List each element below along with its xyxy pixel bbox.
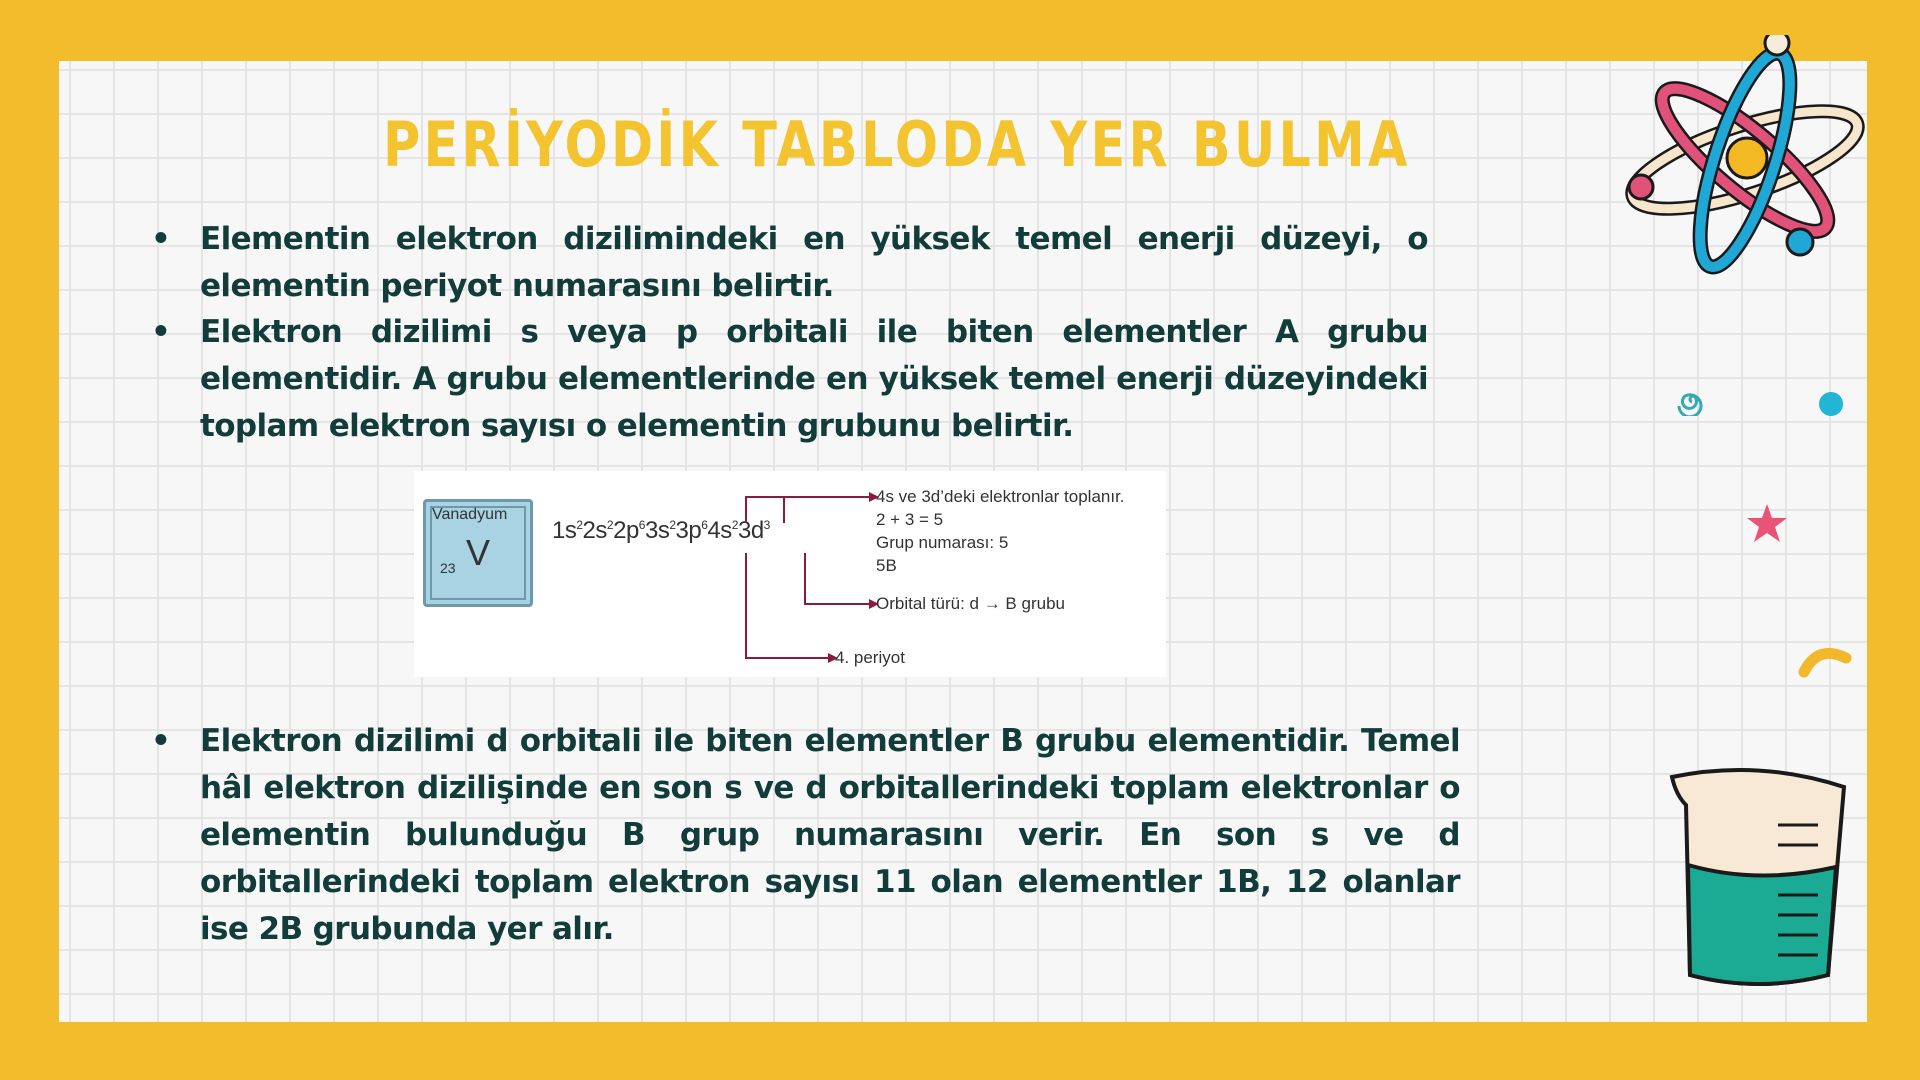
bullet-text: Elektron dizilimi s veya p orbitali ile biten elementler A grubu elementidir. A grubu elementlerinde en yüksek temel enerji düzeyindeki toplam elektron sayısı o elementin grubunu belirtir. <box>200 314 1428 444</box>
atom-icon <box>1615 35 1875 285</box>
bullet-dot: • <box>151 314 171 350</box>
vanadium-diagram <box>414 471 1166 677</box>
orbital-term: 3d <box>737 517 764 544</box>
beaker-icon <box>1668 765 1848 993</box>
orbital-term: 1s <box>552 517 577 544</box>
note-sum: 4s ve 3d’deki elektronlar toplanır. <box>876 487 1125 506</box>
bullet-dot: • <box>151 221 171 257</box>
note-orbital: Orbital türü: d → B grubu <box>876 594 1065 613</box>
bullet-item <box>151 216 1428 310</box>
element-symbol: V <box>466 532 491 573</box>
bullet-dot: • <box>151 723 171 759</box>
orbital-term: 3s <box>644 517 670 544</box>
bullet-item <box>151 309 1428 450</box>
orbital-electrons: 2 <box>576 518 583 532</box>
orbital-electrons: 2 <box>731 518 738 532</box>
bullet-item <box>151 718 1460 953</box>
star-icon <box>1745 502 1789 546</box>
orbital-term: 2p <box>613 517 639 544</box>
spiral-icon <box>1676 386 1708 416</box>
note-group: 5B <box>876 556 897 575</box>
note-group-number: Grup numarası: 5 <box>876 533 1009 552</box>
arc-icon <box>1798 642 1852 678</box>
orbital-electrons: 6 <box>638 518 645 532</box>
orbital-term: 3p <box>675 517 702 544</box>
orbital-electrons: 2 <box>606 518 614 532</box>
note-calc: 2 + 3 = 5 <box>876 510 944 529</box>
orbital-electrons: 6 <box>701 518 708 532</box>
orbital-term: 2s <box>582 517 607 544</box>
slide-title: PERİYODİK TABLODA YER BULMA <box>383 108 1411 181</box>
atomic-number: 23 <box>440 560 456 576</box>
element-name: Vanadyum <box>432 506 508 523</box>
dot-icon <box>1819 392 1843 416</box>
bullet-text: Elektron dizilimi d orbitali ile biten elementler B grubu elementidir. Temel hâl elektron dizilişinde en son s ve d orbitallerindeki toplam elektronlar o elementin bulunduğu B grup numarasını verir. En son s ve d orbitallerindeki toplam elektron sayısı 11 olan elementler 1B, 12 olanlar ise 2B grubunda yer alır. <box>200 723 1460 947</box>
note-period: 4. periyot <box>835 648 905 667</box>
bullet-text: Elementin elektron dizilimindeki en yüksek temel enerji düzeyi, o elementin periyot numarasını belirtir. <box>200 221 1428 304</box>
orbital-term: 4s <box>707 517 732 544</box>
orbital-electrons: 3 <box>763 518 770 532</box>
orbital-electrons: 2 <box>669 518 676 532</box>
